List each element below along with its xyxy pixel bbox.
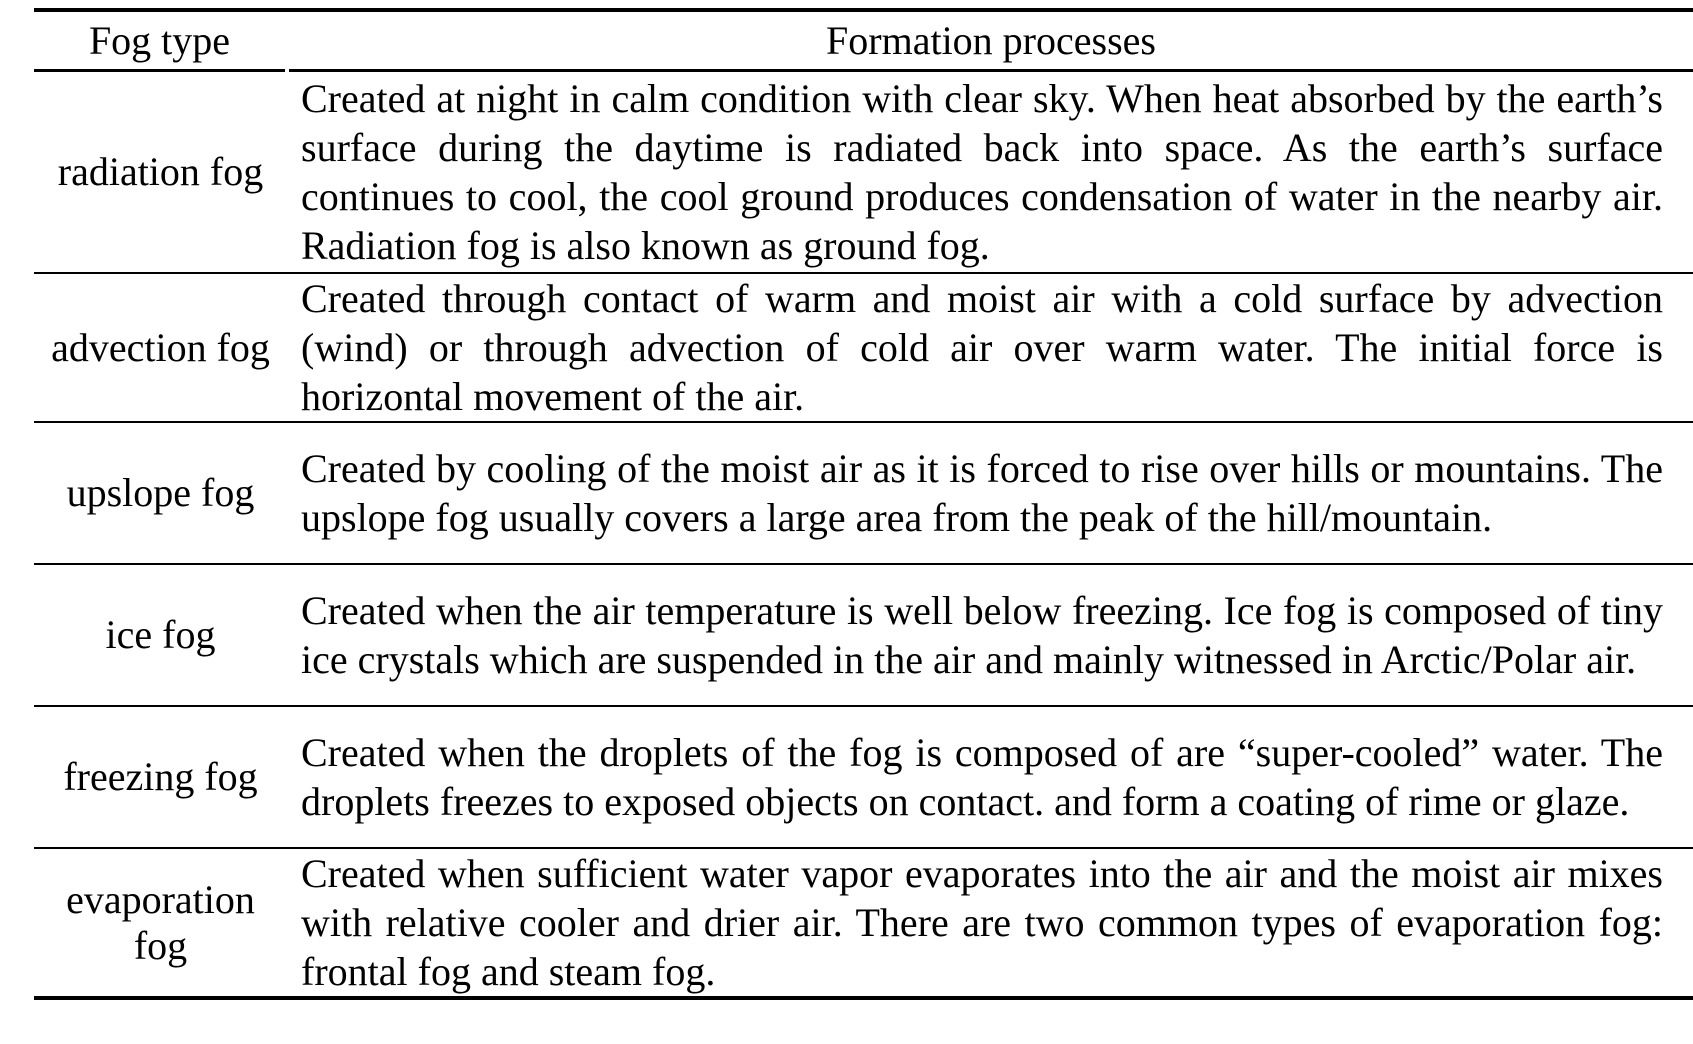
formation-process-cell: Created at night in calm condition with clear sky. When heat absorbed by the earth’s surface during the daytime is radiated back into space. As the earth’s surface continues to cool, the cool ground produces condensation of water in the nearby air. Radiation fog is also known as ground fog. — [287, 71, 1693, 274]
fog-type-cell: ice fog — [34, 564, 287, 706]
formation-process-cell: Created by cooling of the moist air as it is forced to rise over hills or mountains. The upslope fog usually covers a large area from the peak of the hill/mountain. — [287, 422, 1693, 564]
table-row — [34, 564, 1693, 706]
table-row — [34, 706, 1693, 848]
fog-type-cell: radiation fog — [34, 71, 287, 274]
formation-process-cell: Created when sufficient water vapor evaporates into the air and the moist air mixes with relative cooler and drier air. There are two common types of evaporation fog: frontal fog and steam fog. — [287, 848, 1693, 998]
fog-type-cell: upslope fog — [34, 422, 287, 564]
fog-types-table — [34, 8, 1693, 1000]
formation-processes-header: Formation processes — [287, 10, 1693, 71]
header-row — [34, 10, 1693, 71]
formation-process-cell: Created through contact of warm and moist air with a cold surface by advection (wind) or through advection of cold air over warm water. The initial force is horizontal movement of the air. — [287, 273, 1693, 422]
fog-type-cell: advection fog — [34, 273, 287, 422]
table-row — [34, 273, 1693, 422]
fog-type-cell: freezing fog — [34, 706, 287, 848]
fog-type-cell: evaporation fog — [34, 848, 287, 998]
formation-process-cell: Created when the air temperature is well below freezing. Ice fog is composed of tiny ice crystals which are suspended in the air and mainly witnessed in Arctic/Polar air. — [287, 564, 1693, 706]
table-row — [34, 848, 1693, 998]
table-row — [34, 71, 1693, 274]
fog-type-header: Fog type — [34, 10, 287, 71]
formation-process-cell: Created when the droplets of the fog is composed of are “super-cooled” water. The droplets freezes to exposed objects on contact. and form a coating of rime or glaze. — [287, 706, 1693, 848]
table-row — [34, 422, 1693, 564]
